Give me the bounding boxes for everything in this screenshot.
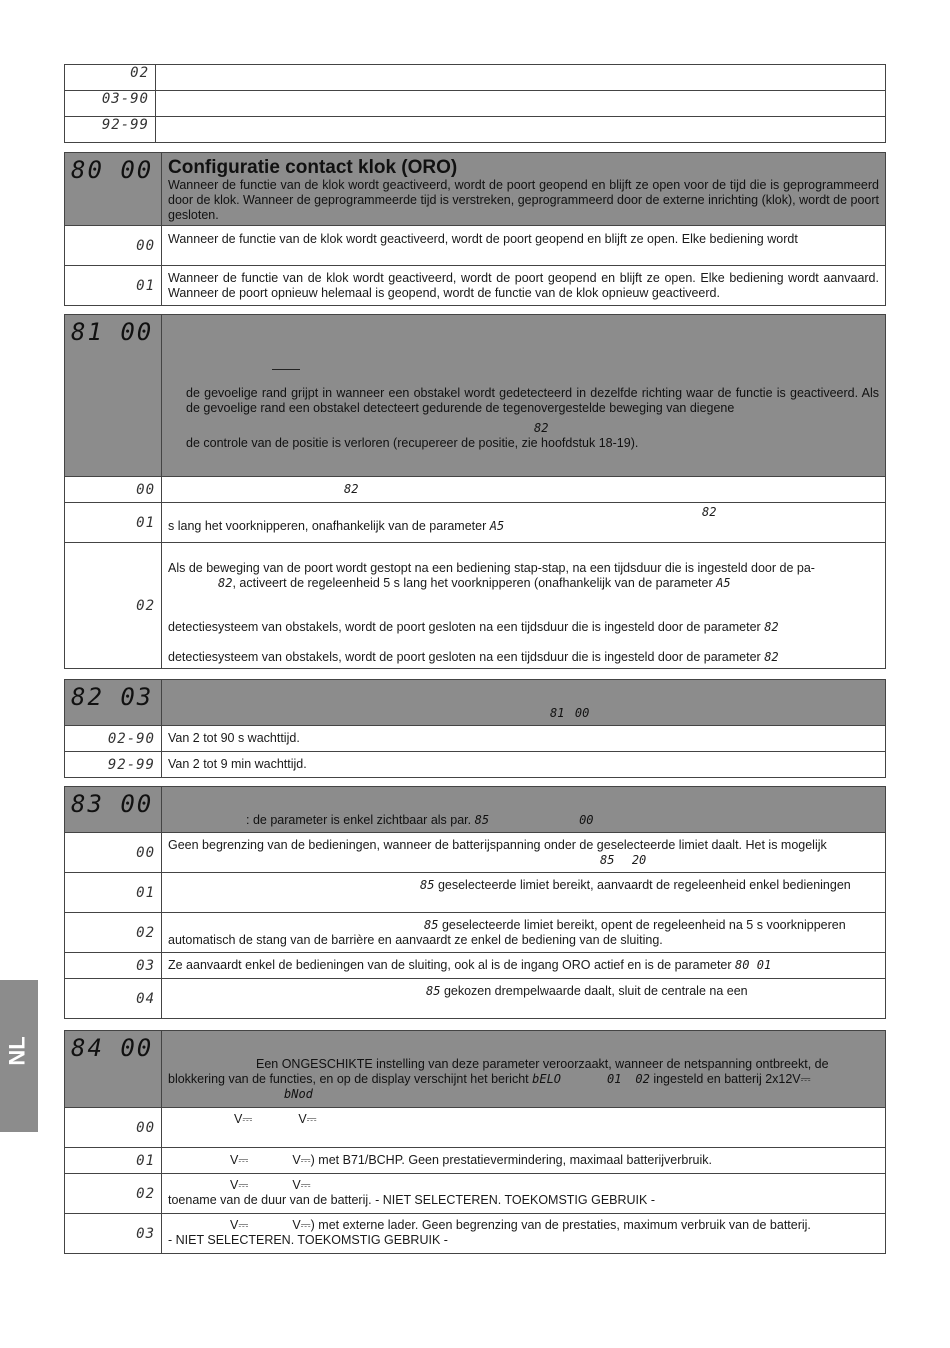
param-value: 02-90 <box>65 726 162 752</box>
dc-voltage-icon: ⎓ <box>300 1178 311 1192</box>
param-description <box>162 1174 886 1214</box>
voltage-unit: V <box>230 1153 239 1167</box>
param-header <box>162 1031 886 1108</box>
dc-voltage-icon: ⎓ <box>242 1112 253 1126</box>
param-text: detectiesysteem van obstakels, wordt de poort gesloten na een tijdsduur die is ingesteld door de parameter <box>168 650 761 664</box>
param-text: Als de beweging van de poort wordt gestopt na een bediening stap-stap, na een tijdsduur die is ingesteld door de pa- <box>168 561 815 575</box>
param-description: Wanneer de functie van de klok wordt geactiveerd, wordt de poort geopend en blijft ze open. Elke bediening wordt aanvaard. Wanneer de poort opnieuw helemaal is geopend, wordt de functie van de klok opnieuw geactiveerd. <box>162 266 886 306</box>
param-value: 01 <box>65 1148 162 1174</box>
param-text: blokkering van de functies, en op de display verschijnt het bericht <box>168 1072 529 1086</box>
param-text: Geen begrenzing van de bedieningen, wanneer de batterijspanning onder de geselecteerde limiet daalt. Het is mogelijk <box>168 838 827 852</box>
param-value: 92-99 <box>65 117 156 143</box>
param-code: 83 00 <box>65 787 162 833</box>
param-description <box>162 913 886 953</box>
param-text: ) met B71/BCHP. Geen prestatievermindering, maximaal batterijverbruik. <box>310 1153 712 1167</box>
param-text: ) met externe lader. Geen begrenzing van de prestaties, maximum verbruik van de batterij. <box>310 1218 811 1232</box>
dc-voltage-icon: ⎓ <box>238 1153 249 1167</box>
param-value: 03-90 <box>65 91 156 117</box>
param-value: 00 <box>65 1108 162 1148</box>
voltage-unit: V <box>234 1112 243 1126</box>
param-description <box>162 1108 886 1148</box>
param-text: automatisch de stang van de barrière en aanvaardt ze enkel de bediening van de sluiting. <box>168 933 663 947</box>
param-description <box>156 65 886 91</box>
param-ref: 85 <box>424 918 439 932</box>
param-text: : de parameter is enkel zichtbaar als par. <box>246 813 472 827</box>
param-text: s lang het voorknipperen, onafhankelijk van de parameter <box>168 519 487 533</box>
param-ref: 82 <box>764 620 779 634</box>
param-value: 04 <box>65 979 162 1019</box>
voltage-unit: V <box>230 1178 239 1192</box>
param-code: 82 03 <box>65 680 162 726</box>
param-text: Een ONGESCHIKTE instelling van deze parameter veroorzaakt, wanneer de netspanning ontbreekt, de <box>256 1057 829 1071</box>
language-tab-label: NL <box>4 1036 30 1066</box>
voltage-unit: V <box>230 1218 239 1232</box>
param-description <box>162 543 886 669</box>
param-description <box>162 477 886 503</box>
param-text: geselecteerde limiet bereikt, aanvaardt de regeleenheid enkel bedieningen <box>437 878 851 892</box>
param-ref: 80 01 <box>735 958 772 972</box>
param-text: geselecteerde limiet bereikt, opent de regeleenheid na 5 s voorknipperen <box>441 918 846 932</box>
dc-voltage-icon: ⎓ <box>300 1218 311 1232</box>
table-param-81 <box>64 314 886 669</box>
param-ref: 02 <box>635 1072 650 1086</box>
table-params-top <box>64 64 886 143</box>
param-text: ingesteld en batterij 2x12V <box>653 1072 801 1086</box>
param-header <box>162 315 886 477</box>
param-value: 01 <box>65 873 162 913</box>
param-description: Wanneer de functie van de klok wordt geactiveerd, wordt de poort geopend en blijft ze open voor de tijd die is geprogrammeerd door de klok. Wanneer de geprogrammeerde tijd is verstreken, geprogrammeerd door de externe inrichting (klok), wordt de poort gesloten. <box>168 178 879 222</box>
underline-mark <box>272 369 300 384</box>
dc-voltage-icon: ⎓ <box>238 1218 249 1232</box>
param-description <box>156 117 886 143</box>
param-description <box>162 503 886 543</box>
table-param-80 <box>64 152 886 306</box>
param-text: - NIET SELECTEREN. TOEKOMSTIG GEBRUIK - <box>168 1233 448 1247</box>
param-ref: 82 <box>218 576 233 590</box>
param-ref: 82 <box>344 482 359 496</box>
param-value: 00 <box>65 477 162 503</box>
param-ref: 00 <box>579 813 594 827</box>
param-description <box>162 1148 886 1174</box>
param-title: Configuratie contact klok (ORO) <box>168 157 458 178</box>
table-param-82 <box>64 679 886 778</box>
dc-voltage-icon: ⎓ <box>306 1112 317 1126</box>
voltage-unit: V <box>298 1112 307 1126</box>
table-param-83 <box>64 786 886 1019</box>
param-value: 92-99 <box>65 752 162 778</box>
param-value: 02 <box>65 543 162 669</box>
dc-voltage-icon: ⎓ <box>800 1072 811 1086</box>
param-ref: 85 <box>420 878 435 892</box>
param-description <box>162 1214 886 1254</box>
param-ref: 85 <box>600 853 615 867</box>
param-ref: A5 <box>716 576 731 590</box>
param-description <box>156 91 886 117</box>
param-value: 02 <box>65 65 156 91</box>
param-value: 01 <box>65 503 162 543</box>
param-code: 84 00 <box>65 1031 162 1108</box>
param-ref: 20 <box>631 853 647 867</box>
param-header <box>162 153 886 226</box>
param-value: 00 <box>65 833 162 873</box>
param-description: Wanneer de functie van de klok wordt geactiveerd, wordt de poort geopend en blijft ze open. Elke bediening wordt <box>162 226 886 266</box>
param-ref: A5 <box>489 519 505 533</box>
param-ref: 82 <box>764 650 779 664</box>
param-text: gekozen drempelwaarde daalt, sluit de centrale na een <box>443 984 748 998</box>
param-description <box>162 979 886 1019</box>
param-ref: 01 <box>607 1072 622 1086</box>
param-ref: 00 <box>574 706 590 720</box>
param-value: 00 <box>65 226 162 266</box>
param-description: Van 2 tot 9 min wachttijd. <box>162 752 886 778</box>
dc-voltage-icon: ⎓ <box>300 1153 311 1167</box>
param-value: 02 <box>65 913 162 953</box>
param-description <box>162 873 886 913</box>
language-tab <box>0 980 38 1132</box>
voltage-unit: V <box>292 1218 301 1232</box>
param-value: 03 <box>65 1214 162 1254</box>
voltage-unit: V <box>292 1153 301 1167</box>
param-text: detectiesysteem van obstakels, wordt de poort gesloten na een tijdsduur die is ingesteld door de parameter <box>168 620 761 634</box>
param-ref: 85 <box>426 984 441 998</box>
param-description: Van 2 tot 90 s wachttijd. <box>162 726 886 752</box>
param-text: toename van de duur van de batterij. - NIET SELECTEREN. TOEKOMSTIG GEBRUIK - <box>168 1193 655 1207</box>
param-code: 80 00 <box>65 153 162 226</box>
param-ref: 81 <box>550 706 565 720</box>
param-description: de gevoelige rand grijpt in wanneer een obstakel wordt gedetecteerd in dezelfde richting waar de functie is geactiveerd. Als de gevoelige rand een obstakel detecteert gedurende de tegenovergestelde beweging van diegene <box>186 386 879 415</box>
param-ref: bNod <box>284 1087 313 1101</box>
param-ref: bELO <box>532 1072 562 1086</box>
param-description <box>162 953 886 979</box>
param-ref: 82 <box>534 421 549 435</box>
table-param-84 <box>64 1030 886 1254</box>
param-value: 02 <box>65 1174 162 1214</box>
param-header <box>162 680 886 726</box>
param-code: 81 00 <box>65 315 162 477</box>
voltage-unit: V <box>292 1178 301 1192</box>
param-ref: 82 <box>702 505 717 519</box>
param-text: Ze aanvaardt enkel de bedieningen van de sluiting, ook al is de ingang ORO actief en is de parameter <box>168 958 732 972</box>
param-value: 03 <box>65 953 162 979</box>
param-value: 01 <box>65 266 162 306</box>
param-ref: 85 <box>474 813 490 827</box>
param-description: de controle van de positie is verloren (recupereer de positie, zie hoofdstuk 18-19). <box>186 436 639 450</box>
dc-voltage-icon: ⎓ <box>238 1178 249 1192</box>
param-description <box>162 833 886 873</box>
param-header <box>162 787 886 833</box>
param-text: , activeert de regeleenheid 5 s lang het voorknipperen (onafhankelijk van de parameter <box>232 576 713 590</box>
